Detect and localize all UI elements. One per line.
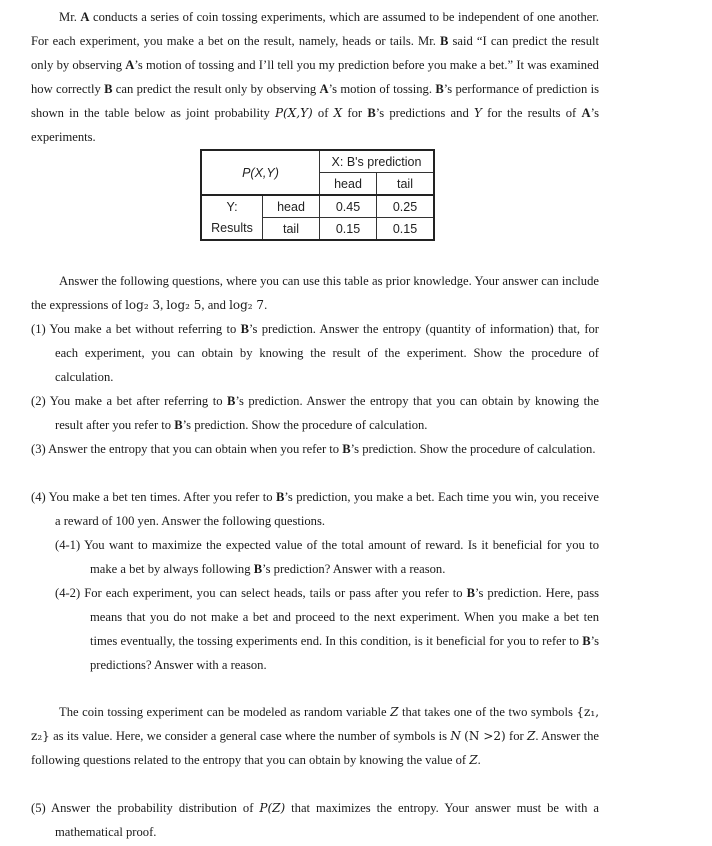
y-label-line1: Y:: [201, 195, 263, 218]
x-header: X: B's prediction: [320, 150, 435, 173]
model-paragraph: The coin tossing experiment can be modeled as random variable Z that takes one of the two symbols {z₁, z₂} as its value. Here, we consider a general case where the number of symbols is N (N >2) for Z. Answer the following questions related to the entropy that you can obtain by knowing the value of Z.: [31, 705, 600, 767]
row-tail: tail: [263, 218, 320, 241]
question-4: (4) You make a bet ten times. After you refer to B’s prediction, you make a bet. Each time you win, you receive a reward of 100 yen. Answer the following questions.: [31, 490, 599, 528]
y-label-line2: Results: [201, 218, 263, 241]
cell-tail-head: 0.15: [320, 218, 377, 241]
intro-paragraph: Mr. A conducts a series of coin tossing experiments, which are assumed to be independent of one another. For each experiment, you make a bet on the result, namely, heads or tails. Mr. B said “I can predict the result only by observing A’s motion of tossing and I’ll tell you my prediction before you make a bet.” It was examined how correctly B can predict the result only by observing A’s motion of tossing. B’s performance of prediction is shown in the table below as joint probability P(X,Y) of X for B’s predictions and Y for the results of A’s experiments.: [31, 10, 600, 144]
joint-probability-table: [200, 149, 435, 241]
question-2: (2) You make a bet after referring to B’s prediction. Answer the entropy that you can obtain by knowing the result after you refer to B’s prediction. Show the procedure of calculation.: [31, 394, 599, 432]
question-4-2: (4-2) For each experiment, you can select heads, tails or pass after you refer to B’s prediction. Here, pass means that you do not make a bet and proceed to the next experiment. When you make a bet ten times eventually, the tossing experiments end. In this condition, is it beneficial for you to refer to B’s predictions? Answer with a reason.: [55, 586, 599, 672]
cell-head-head: 0.45: [320, 195, 377, 218]
col-tail: tail: [377, 173, 435, 196]
cell-head-tail: 0.25: [377, 195, 435, 218]
row-head: head: [263, 195, 320, 218]
question-3: (3) Answer the entropy that you can obtain when you refer to B’s prediction. Show the procedure of calculation.: [31, 442, 596, 456]
question-4-1: (4-1) You want to maximize the expected value of the total amount of reward. Is it beneficial for you to make a bet by always following B’s prediction? Answer with a reason.: [55, 538, 599, 576]
cell-tail-tail: 0.15: [377, 218, 435, 241]
question-5: (5) Answer the probability distribution of P(Z) that maximizes the entropy. Your answer must be with a mathematical proof.: [31, 801, 599, 839]
question-1: (1) You make a bet without referring to B’s prediction. Answer the entropy (quantity of information) that, for each experiment, you can obtain by knowing the result of the experiment. Show the procedure of calculation.: [31, 322, 600, 384]
table-corner-label: P(X,Y): [201, 150, 320, 195]
col-head: head: [320, 173, 377, 196]
answer-intro-paragraph: Answer the following questions, where you can use this table as prior knowledge. Your answer can include the expressions of log₂ 3, log₂ 5, and log₂ 7.: [31, 274, 599, 312]
